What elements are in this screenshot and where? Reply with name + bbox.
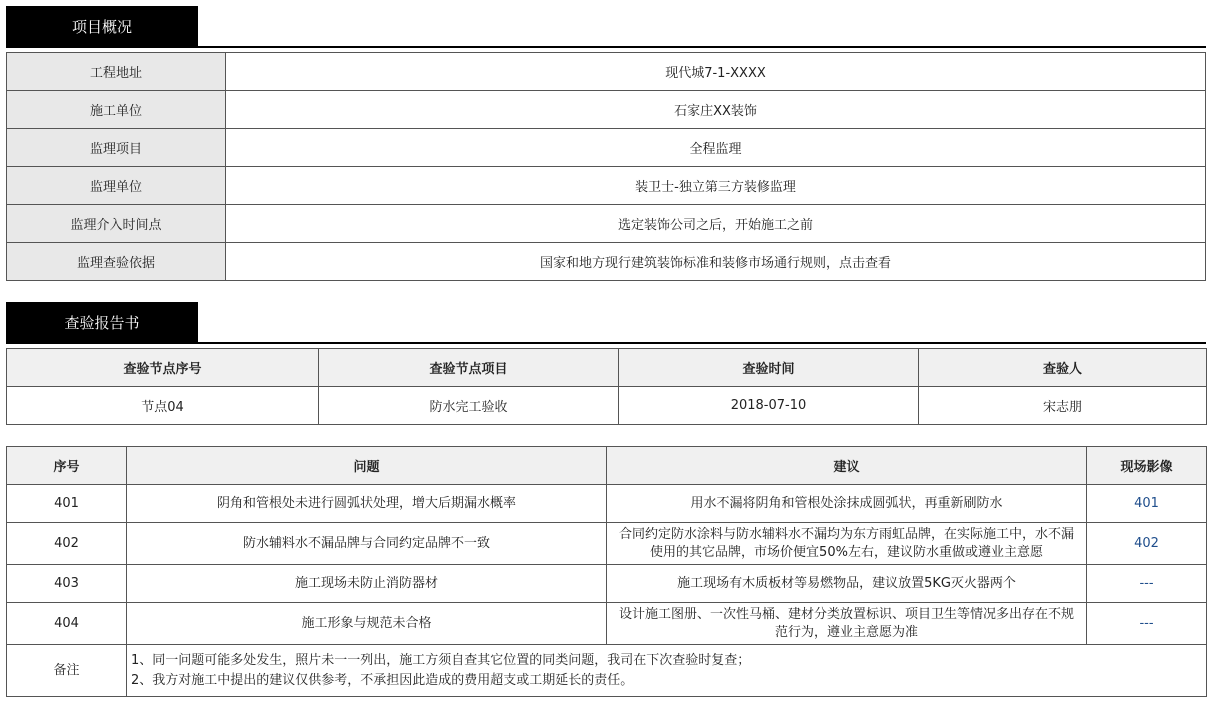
node-item: 防水完工验收 — [319, 387, 619, 425]
issues-table — [6, 446, 1207, 697]
report-divider — [6, 342, 1206, 344]
issue-number: 403 — [7, 565, 127, 603]
overview-table — [6, 52, 1206, 281]
column-header: 现场影像 — [1087, 447, 1207, 485]
table-row — [7, 167, 1206, 205]
node-number: 节点04 — [7, 387, 319, 425]
site-photo-placeholder: --- — [1087, 565, 1207, 603]
column-header: 建议 — [607, 447, 1087, 485]
site-photo-link[interactable]: 401 — [1087, 485, 1207, 523]
issue-problem: 施工形象与规范未合格 — [127, 603, 607, 645]
issue-advice: 施工现场有木质板材等易燃物品，建议放置5KG灭火器两个 — [607, 565, 1087, 603]
table-header-row — [7, 349, 1207, 387]
issue-number: 402 — [7, 523, 127, 565]
row-label: 监理项目 — [7, 129, 226, 167]
table-row — [7, 205, 1206, 243]
standards-link[interactable]: 国家和地方现行建筑装饰标准和装修市场通行规则，点击查看 — [226, 243, 1206, 281]
notes-content — [127, 645, 1207, 697]
report-header — [6, 302, 1206, 344]
table-row — [7, 129, 1206, 167]
overview-header — [6, 6, 1206, 48]
note-line: 1、同一问题可能多处发生，照片未一一列出，施工方须自查其它位置的同类问题，我司在下次查验时复查； — [131, 652, 751, 668]
row-label: 监理查验依据 — [7, 243, 226, 281]
inspector: 宋志朋 — [919, 387, 1207, 425]
table-header-row — [7, 447, 1207, 485]
issue-number: 404 — [7, 603, 127, 645]
site-photo-placeholder: --- — [1087, 603, 1207, 645]
table-row — [7, 485, 1207, 523]
row-value: 全程监理 — [226, 129, 1206, 167]
report-title: 查验报告书 — [6, 302, 198, 342]
issue-problem: 阴角和管根处未进行圆弧状处理，增大后期漏水概率 — [127, 485, 607, 523]
site-photo-link[interactable]: 402 — [1087, 523, 1207, 565]
table-row — [7, 387, 1207, 425]
table-row — [7, 603, 1207, 645]
issue-problem: 防水辅料水不漏品牌与合同约定品牌不一致 — [127, 523, 607, 565]
row-value: 装卫士-独立第三方装修监理 — [226, 167, 1206, 205]
notes-label: 备注 — [7, 645, 127, 697]
issue-advice: 用水不漏将阴角和管根处涂抹成圆弧状，再重新刷防水 — [607, 485, 1087, 523]
row-label: 监理单位 — [7, 167, 226, 205]
table-row — [7, 565, 1207, 603]
row-label: 施工单位 — [7, 91, 226, 129]
table-row — [7, 523, 1207, 565]
overview-divider — [6, 46, 1206, 48]
column-header: 查验节点序号 — [7, 349, 319, 387]
issue-number: 401 — [7, 485, 127, 523]
inspection-date: 2018-07-10 — [619, 387, 919, 425]
issue-problem: 施工现场未防止消防器材 — [127, 565, 607, 603]
column-header: 查验人 — [919, 349, 1207, 387]
column-header: 查验节点项目 — [319, 349, 619, 387]
column-header: 问题 — [127, 447, 607, 485]
table-row — [7, 243, 1206, 281]
row-value: 选定装饰公司之后，开始施工之前 — [226, 205, 1206, 243]
row-value: 石家庄XX装饰 — [226, 91, 1206, 129]
report-table — [6, 348, 1207, 425]
column-header: 查验时间 — [619, 349, 919, 387]
table-row — [7, 91, 1206, 129]
issue-advice: 设计施工图册、一次性马桶、建材分类放置标识、项目卫生等情况多出存在不规范行为，遵业主意愿为准 — [607, 603, 1087, 645]
notes-row — [7, 645, 1207, 697]
row-value: 现代城7-1-XXXX — [226, 53, 1206, 91]
overview-title: 项目概况 — [6, 6, 198, 46]
issue-advice: 合同约定防水涂料与防水辅料水不漏均为东方雨虹品牌，在实际施工中，水不漏使用的其它品牌，市场价便宜50%左右，建议防水重做或遵业主意愿 — [607, 523, 1087, 565]
column-header: 序号 — [7, 447, 127, 485]
note-line: 2、我方对施工中提出的建议仅供参考，不承担因此造成的费用超支或工期延长的责任。 — [131, 672, 634, 688]
row-label: 监理介入时间点 — [7, 205, 226, 243]
row-label: 工程地址 — [7, 53, 226, 91]
table-row — [7, 53, 1206, 91]
